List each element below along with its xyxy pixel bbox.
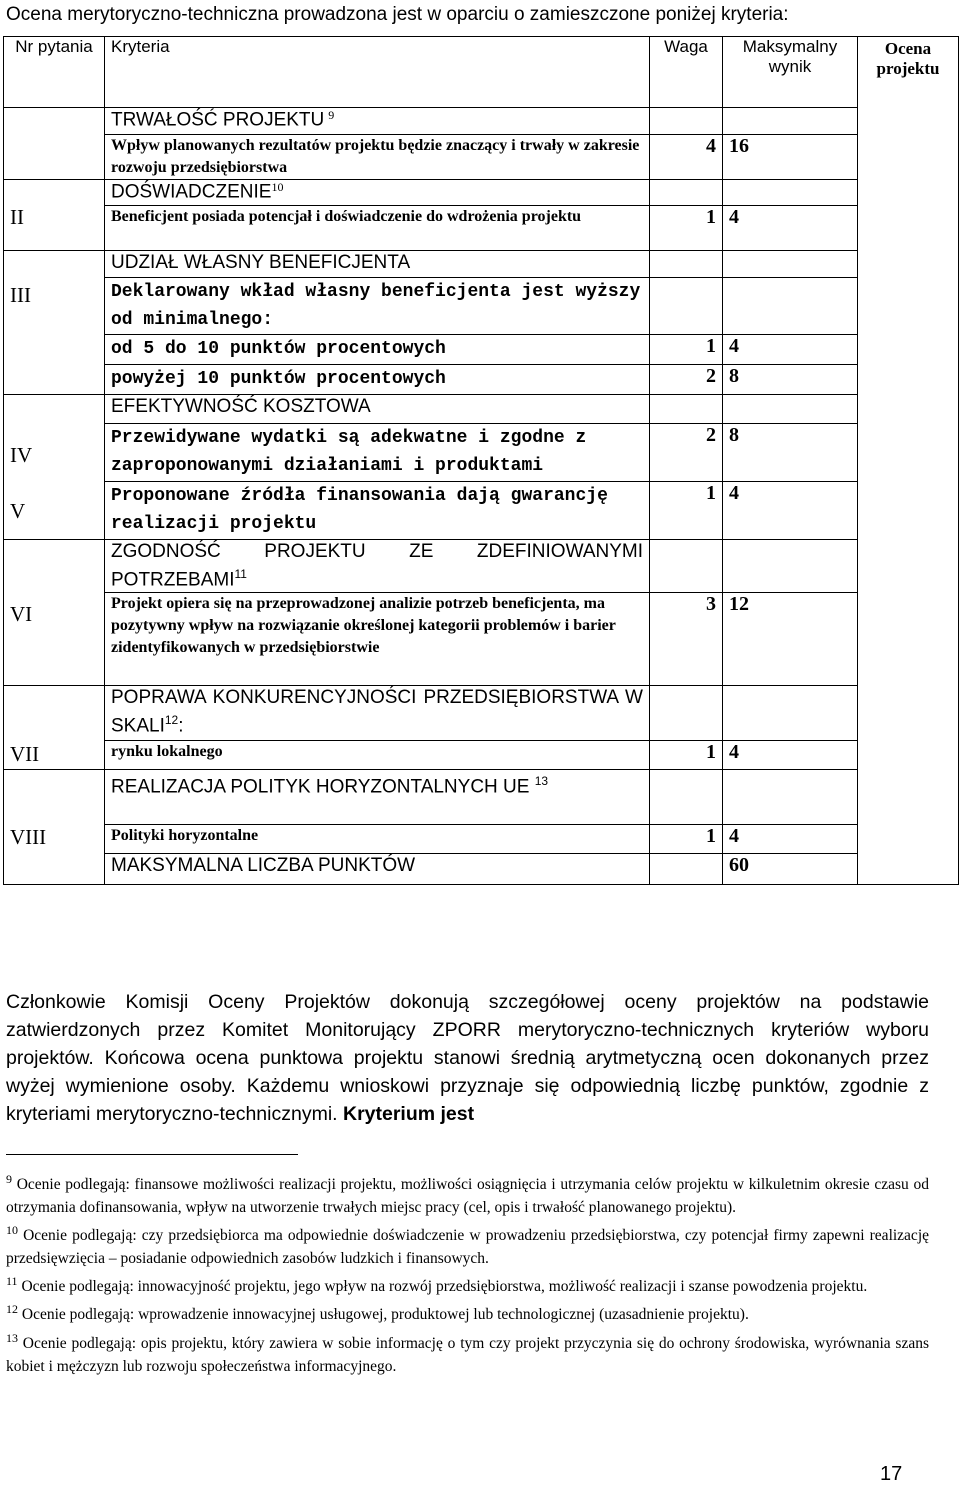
header-weight: Waga bbox=[650, 37, 723, 108]
row-number: VI bbox=[4, 540, 105, 686]
table-row bbox=[4, 593, 959, 686]
footnote: $^9$ Ocenie podlegają: finansowe możliwości realizacji projektu, możliwości osiągnięcia i utrzymania celów projektu w kilkuletnim okresie czasu od otrzymania dofinansowania, wpływ na utworzenie trwałych miejsc pracy (cel, opis i trwałość planowanego projektu). bbox=[6, 1172, 930, 1217]
footnote: $^{12}$ Ocenie podlegają: wprowadzenie innowacyjnej usługowej, produktowej lub technologicznej (uzasadnienie projektu). bbox=[6, 1302, 749, 1324]
row-number: III bbox=[4, 251, 105, 395]
footnote: $^{11}$ Ocenie podlegają: innowacyjność projektu, jego wpływ na rozwój przedsiębiorstwa, możliwość realizacji i szanse powodzenia projektu. bbox=[6, 1274, 868, 1296]
header-max: Maksymalny wynik bbox=[723, 37, 858, 108]
row-number: II bbox=[4, 180, 105, 251]
weight-value: 1 bbox=[650, 482, 723, 540]
body-paragraph: Członkowie Komisji Oceny Projektów dokonują szczegółowej oceny projektów na podstawie zatwierdzonych przez Komitet Monitorujący ZPORR merytoryczno-technicznych kryteriów wyboru projektów. Końcowa ocena punktowa projektu stanowi średnią arytmetyczną ocen dokonanych przez wyżej wymienione osoby. Każdemu wnioskowi przyznaje się odpowiednią liczbę punktów, zgodnie z kryteriami merytoryczno-technicznymi. Kryterium jest bbox=[6, 991, 929, 1125]
table-header bbox=[4, 37, 959, 108]
intro-text: Ocena merytoryczno-techniczna prowadzona jest w oparciu o zamieszczone poniżej kryteria: bbox=[6, 4, 789, 25]
footnote: $^{13}$ Ocenie podlegają: opis projektu, który zawiera w sobie informację o tym czy projekt przyczynia się do ochrony środowiska, wyrównania szans kobiet i mężczyzn lub rozwoju społeczeństwa informacyjnego. bbox=[6, 1330, 929, 1375]
total-value: 60 bbox=[723, 854, 858, 885]
section-title: POPRAWA KONKURENCYJNOŚCI PRZEDSIĘBIORSTWA W SKALI$^{12}$: bbox=[105, 686, 650, 741]
weight-value: 4 bbox=[650, 135, 723, 180]
table-row bbox=[4, 335, 959, 365]
row-number: VII bbox=[4, 686, 105, 770]
weight-value: 3 bbox=[650, 593, 723, 686]
section-row bbox=[4, 108, 959, 135]
row-number bbox=[4, 108, 105, 180]
criterion-text: Proponowane źródła finansowania dają gwarancję realizacji projektu bbox=[105, 482, 650, 540]
criterion-text: Projekt opiera się na przeprowadzonej analizie potrzeb beneficjenta, ma pozytywny wpływ na rozwiązanie określonej kategorii problemów i barier zidentyfikowanych w przedsiębiorstwie bbox=[105, 593, 650, 686]
section-row bbox=[4, 540, 959, 593]
max-value: 4 bbox=[723, 825, 858, 854]
footnote-divider bbox=[6, 1154, 298, 1155]
section-title: ZGODNOŚĆ PROJEKTU ZE ZDEFINIOWANYMI POTRZEBAMI$^{11}$ bbox=[105, 540, 650, 593]
section-title: REALIZACJA POLITYK HORYZONTALNYCH UE $^{13}$ bbox=[105, 770, 650, 825]
weight-value: 1 bbox=[650, 741, 723, 770]
criterion-text: od 5 do 10 punktów procentowych bbox=[105, 335, 650, 365]
criterion-text: Beneficjent posiada potencjał i doświadczenie do wdrożenia projektu bbox=[105, 206, 650, 251]
table-row bbox=[4, 424, 959, 482]
max-value: 4 bbox=[723, 482, 858, 540]
total-row bbox=[4, 854, 959, 885]
table-row bbox=[4, 825, 959, 854]
criterion-text: rynku lokalnego bbox=[105, 741, 650, 770]
criterion-text: powyżej 10 punktów procentowych bbox=[105, 365, 650, 395]
section-row bbox=[4, 686, 959, 741]
section-title: EFEKTYWNOŚĆ KOSZTOWA bbox=[105, 395, 650, 424]
max-value: 8 bbox=[723, 424, 858, 482]
max-value: 12 bbox=[723, 593, 858, 686]
section-row bbox=[4, 251, 959, 278]
criterion-text: Polityki horyzontalne bbox=[105, 825, 650, 854]
max-value: 4 bbox=[723, 741, 858, 770]
section-title: UDZIAŁ WŁASNY BENEFICJENTA bbox=[105, 251, 650, 278]
section-title: TRWAŁOŚĆ PROJEKTU $^9$ bbox=[105, 108, 650, 135]
section-title: DOŚWIADCZENIE$^{10}$ bbox=[105, 180, 650, 206]
header-criteria: Kryteria bbox=[105, 37, 650, 108]
criterion-text: Przewidywane wydatki są adekwatne i zgodne z zaproponowanymi działaniami i produktami bbox=[105, 424, 650, 482]
section-row bbox=[4, 180, 959, 206]
table-row bbox=[4, 135, 959, 180]
criterion-text: Wpływ planowanych rezultatów projektu będzie znaczący i trwały w zakresie rozwoju przedsiębiorstwa bbox=[105, 135, 650, 180]
weight-value: 1 bbox=[650, 825, 723, 854]
criterion-text: Deklarowany wkład własny beneficjenta jest wyższy od minimalnego: bbox=[105, 278, 650, 335]
max-value: 4 bbox=[723, 335, 858, 365]
footnote: $^{10}$ Ocenie podlegają: czy przedsiębiorca ma odpowiednie doświadczenie w prowadzeniu przedsiębiorstwa, czy potencjał firmy zapewni realizację przedsięwzięcia – posiadanie odpowiednich zasobów ludzkich i finansowych. bbox=[6, 1223, 930, 1268]
header-score: Ocena projektu bbox=[858, 37, 959, 885]
header-nr: Nr pytania bbox=[4, 37, 105, 108]
footnotes bbox=[6, 1168, 929, 1378]
weight-value: 1 bbox=[650, 335, 723, 365]
weight-value: 1 bbox=[650, 206, 723, 251]
section-row bbox=[4, 395, 959, 424]
weight-value: 2 bbox=[650, 424, 723, 482]
table-row bbox=[4, 482, 959, 540]
max-value: 16 bbox=[723, 135, 858, 180]
section-row bbox=[4, 770, 959, 825]
total-label: MAKSYMALNA LICZBA PUNKTÓW bbox=[105, 854, 650, 885]
page-number: 17 bbox=[880, 1463, 903, 1485]
table-row bbox=[4, 741, 959, 770]
weight-value: 2 bbox=[650, 365, 723, 395]
table-row bbox=[4, 365, 959, 395]
row-number: IV V bbox=[4, 395, 105, 540]
max-value: 4 bbox=[723, 206, 858, 251]
table-row bbox=[4, 206, 959, 251]
criteria-table bbox=[3, 36, 959, 885]
table-row bbox=[4, 278, 959, 335]
max-value: 8 bbox=[723, 365, 858, 395]
row-number: VIII bbox=[4, 770, 105, 885]
